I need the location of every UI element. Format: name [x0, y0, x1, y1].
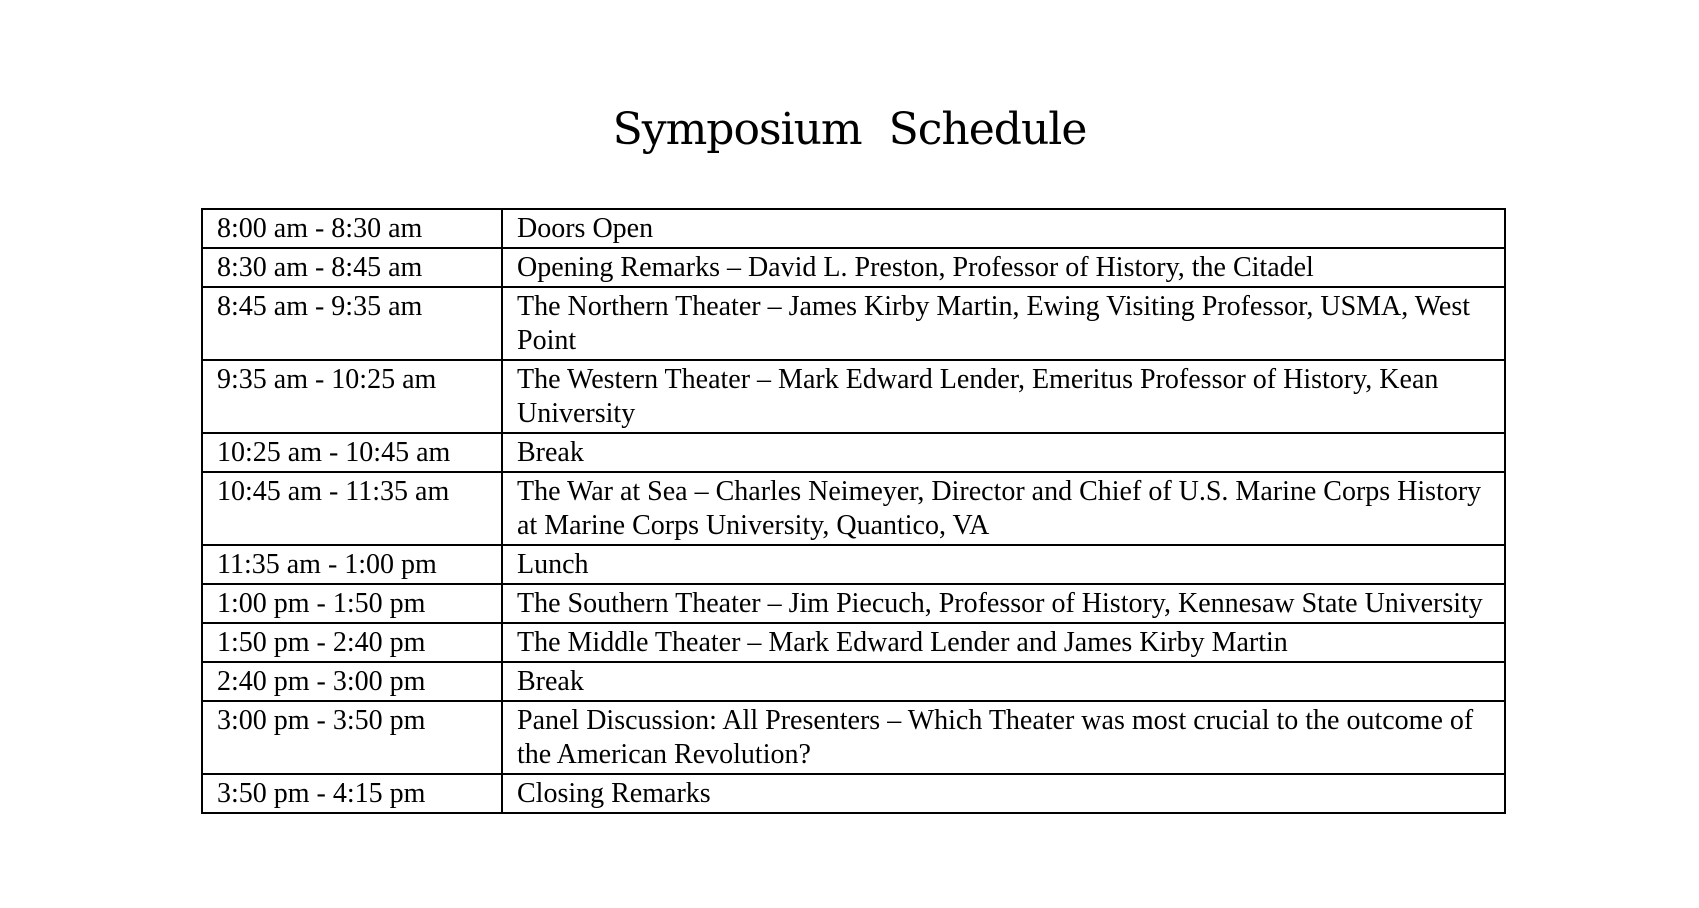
time-cell: 1:00 pm - 1:50 pm [202, 584, 502, 623]
event-cell: Panel Discussion: All Presenters – Which Theater was most crucial to the outcome of the American Revolution? [502, 701, 1505, 774]
event-cell: Opening Remarks – David L. Preston, Professor of History, the Citadel [502, 248, 1505, 287]
table-row [202, 209, 1505, 248]
table-row [202, 248, 1505, 287]
table-row [202, 774, 1505, 813]
event-cell: The Western Theater – Mark Edward Lender, Emeritus Professor of History, Kean University [502, 360, 1505, 433]
time-cell: 9:35 am - 10:25 am [202, 360, 502, 433]
time-cell: 1:50 pm - 2:40 pm [202, 623, 502, 662]
table-row [202, 360, 1505, 433]
table-row [202, 545, 1505, 584]
page-title: Symposium Schedule [612, 104, 1087, 155]
table-row [202, 584, 1505, 623]
time-cell: 8:30 am - 8:45 am [202, 248, 502, 287]
table-row [202, 662, 1505, 701]
time-cell: 3:00 pm - 3:50 pm [202, 701, 502, 774]
time-cell: 8:00 am - 8:30 am [202, 209, 502, 248]
event-cell: The Southern Theater – Jim Piecuch, Professor of History, Kennesaw State University [502, 584, 1505, 623]
event-cell: Break [502, 662, 1505, 701]
event-cell: Break [502, 433, 1505, 472]
table-row [202, 623, 1505, 662]
event-cell: Doors Open [502, 209, 1505, 248]
event-cell: The War at Sea – Charles Neimeyer, Director and Chief of U.S. Marine Corps History at Marine Corps University, Quantico, VA [502, 472, 1505, 545]
table-row [202, 701, 1505, 774]
time-cell: 2:40 pm - 3:00 pm [202, 662, 502, 701]
event-cell: The Middle Theater – Mark Edward Lender and James Kirby Martin [502, 623, 1505, 662]
time-cell: 11:35 am - 1:00 pm [202, 545, 502, 584]
table-row [202, 287, 1505, 360]
event-cell: The Northern Theater – James Kirby Martin, Ewing Visiting Professor, USMA, West Point [502, 287, 1505, 360]
event-cell: Lunch [502, 545, 1505, 584]
schedule-table [201, 208, 1506, 814]
time-cell: 3:50 pm - 4:15 pm [202, 774, 502, 813]
event-cell: Closing Remarks [502, 774, 1505, 813]
time-cell: 10:45 am - 11:35 am [202, 472, 502, 545]
table-row [202, 472, 1505, 545]
table-row [202, 433, 1505, 472]
time-cell: 10:25 am - 10:45 am [202, 433, 502, 472]
time-cell: 8:45 am - 9:35 am [202, 287, 502, 360]
